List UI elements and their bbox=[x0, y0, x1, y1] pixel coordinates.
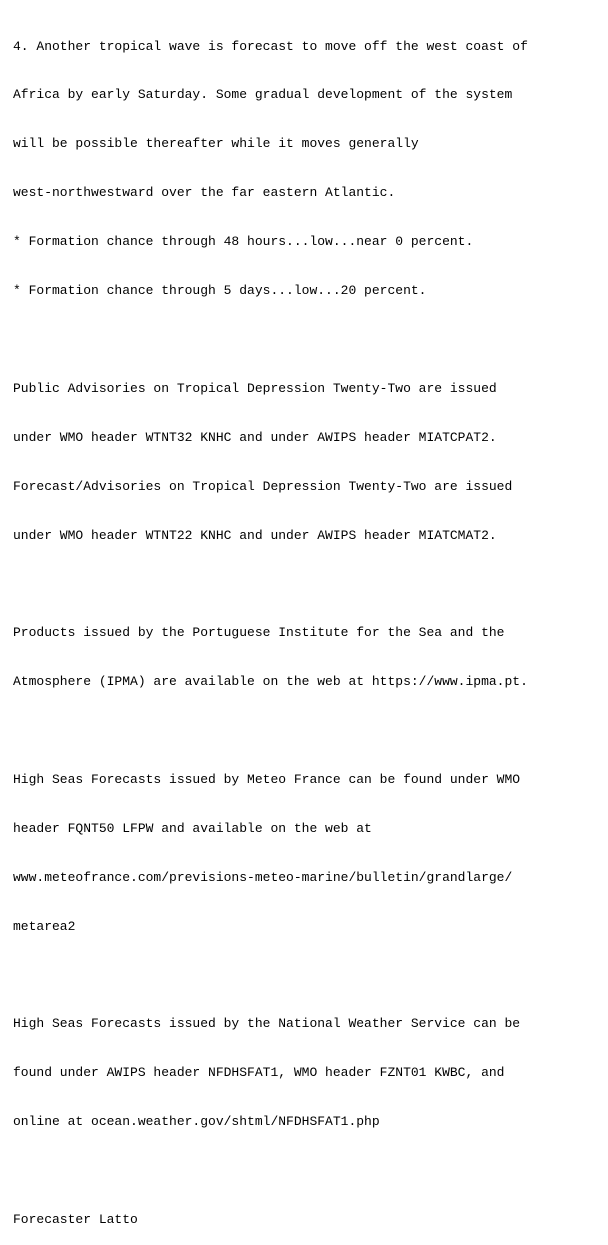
text-line: header FQNT50 LFPW and available on the web at bbox=[13, 820, 372, 836]
text-line: Products issued by the Portuguese Institute for the Sea and the bbox=[13, 625, 505, 641]
text-line: * Formation chance through 48 hours...low...near 0 percent. bbox=[13, 234, 474, 250]
text-line: * Formation chance through 5 days...low...20 percent. bbox=[13, 283, 427, 299]
text-line: under WMO header WTNT22 KNHC and under AWIPS header MIATCMAT2. bbox=[13, 527, 497, 543]
text-line: Public Advisories on Tropical Depression Twenty-Two are issued bbox=[13, 380, 497, 396]
blank-line bbox=[13, 723, 603, 739]
text-line: www.meteofrance.com/previsions-meteo-marine/bulletin/grandlarge/ bbox=[13, 869, 513, 885]
text-line: Atmosphere (IPMA) are available on the web at https://www.ipma.pt. bbox=[13, 674, 528, 690]
forecast-discussion-text bbox=[13, 6, 603, 1245]
blank-line bbox=[13, 332, 603, 348]
text-line: will be possible thereafter while it moves generally bbox=[13, 136, 419, 152]
text-line: online at ocean.weather.gov/shtml/NFDHSFAT1.php bbox=[13, 1114, 380, 1130]
text-line: Africa by early Saturday. Some gradual development of the system bbox=[13, 87, 513, 103]
text-line: 4. Another tropical wave is forecast to move off the west coast of bbox=[13, 38, 528, 54]
text-line: High Seas Forecasts issued by Meteo France can be found under WMO bbox=[13, 771, 521, 787]
text-line: Forecast/Advisories on Tropical Depression Twenty-Two are issued bbox=[13, 478, 513, 494]
text-line: found under AWIPS header NFDHSFAT1, WMO header FZNT01 KWBC, and bbox=[13, 1065, 505, 1081]
text-line: High Seas Forecasts issued by the National Weather Service can be bbox=[13, 1016, 521, 1032]
blank-line bbox=[13, 1163, 603, 1179]
text-line: under WMO header WTNT32 KNHC and under AWIPS header MIATCPAT2. bbox=[13, 429, 497, 445]
text-line: metarea2 bbox=[13, 918, 76, 934]
text-line: west-northwestward over the far eastern Atlantic. bbox=[13, 185, 396, 201]
blank-line bbox=[13, 968, 603, 984]
blank-line bbox=[13, 576, 603, 592]
forecaster-signature: Forecaster Latto bbox=[13, 1211, 138, 1227]
